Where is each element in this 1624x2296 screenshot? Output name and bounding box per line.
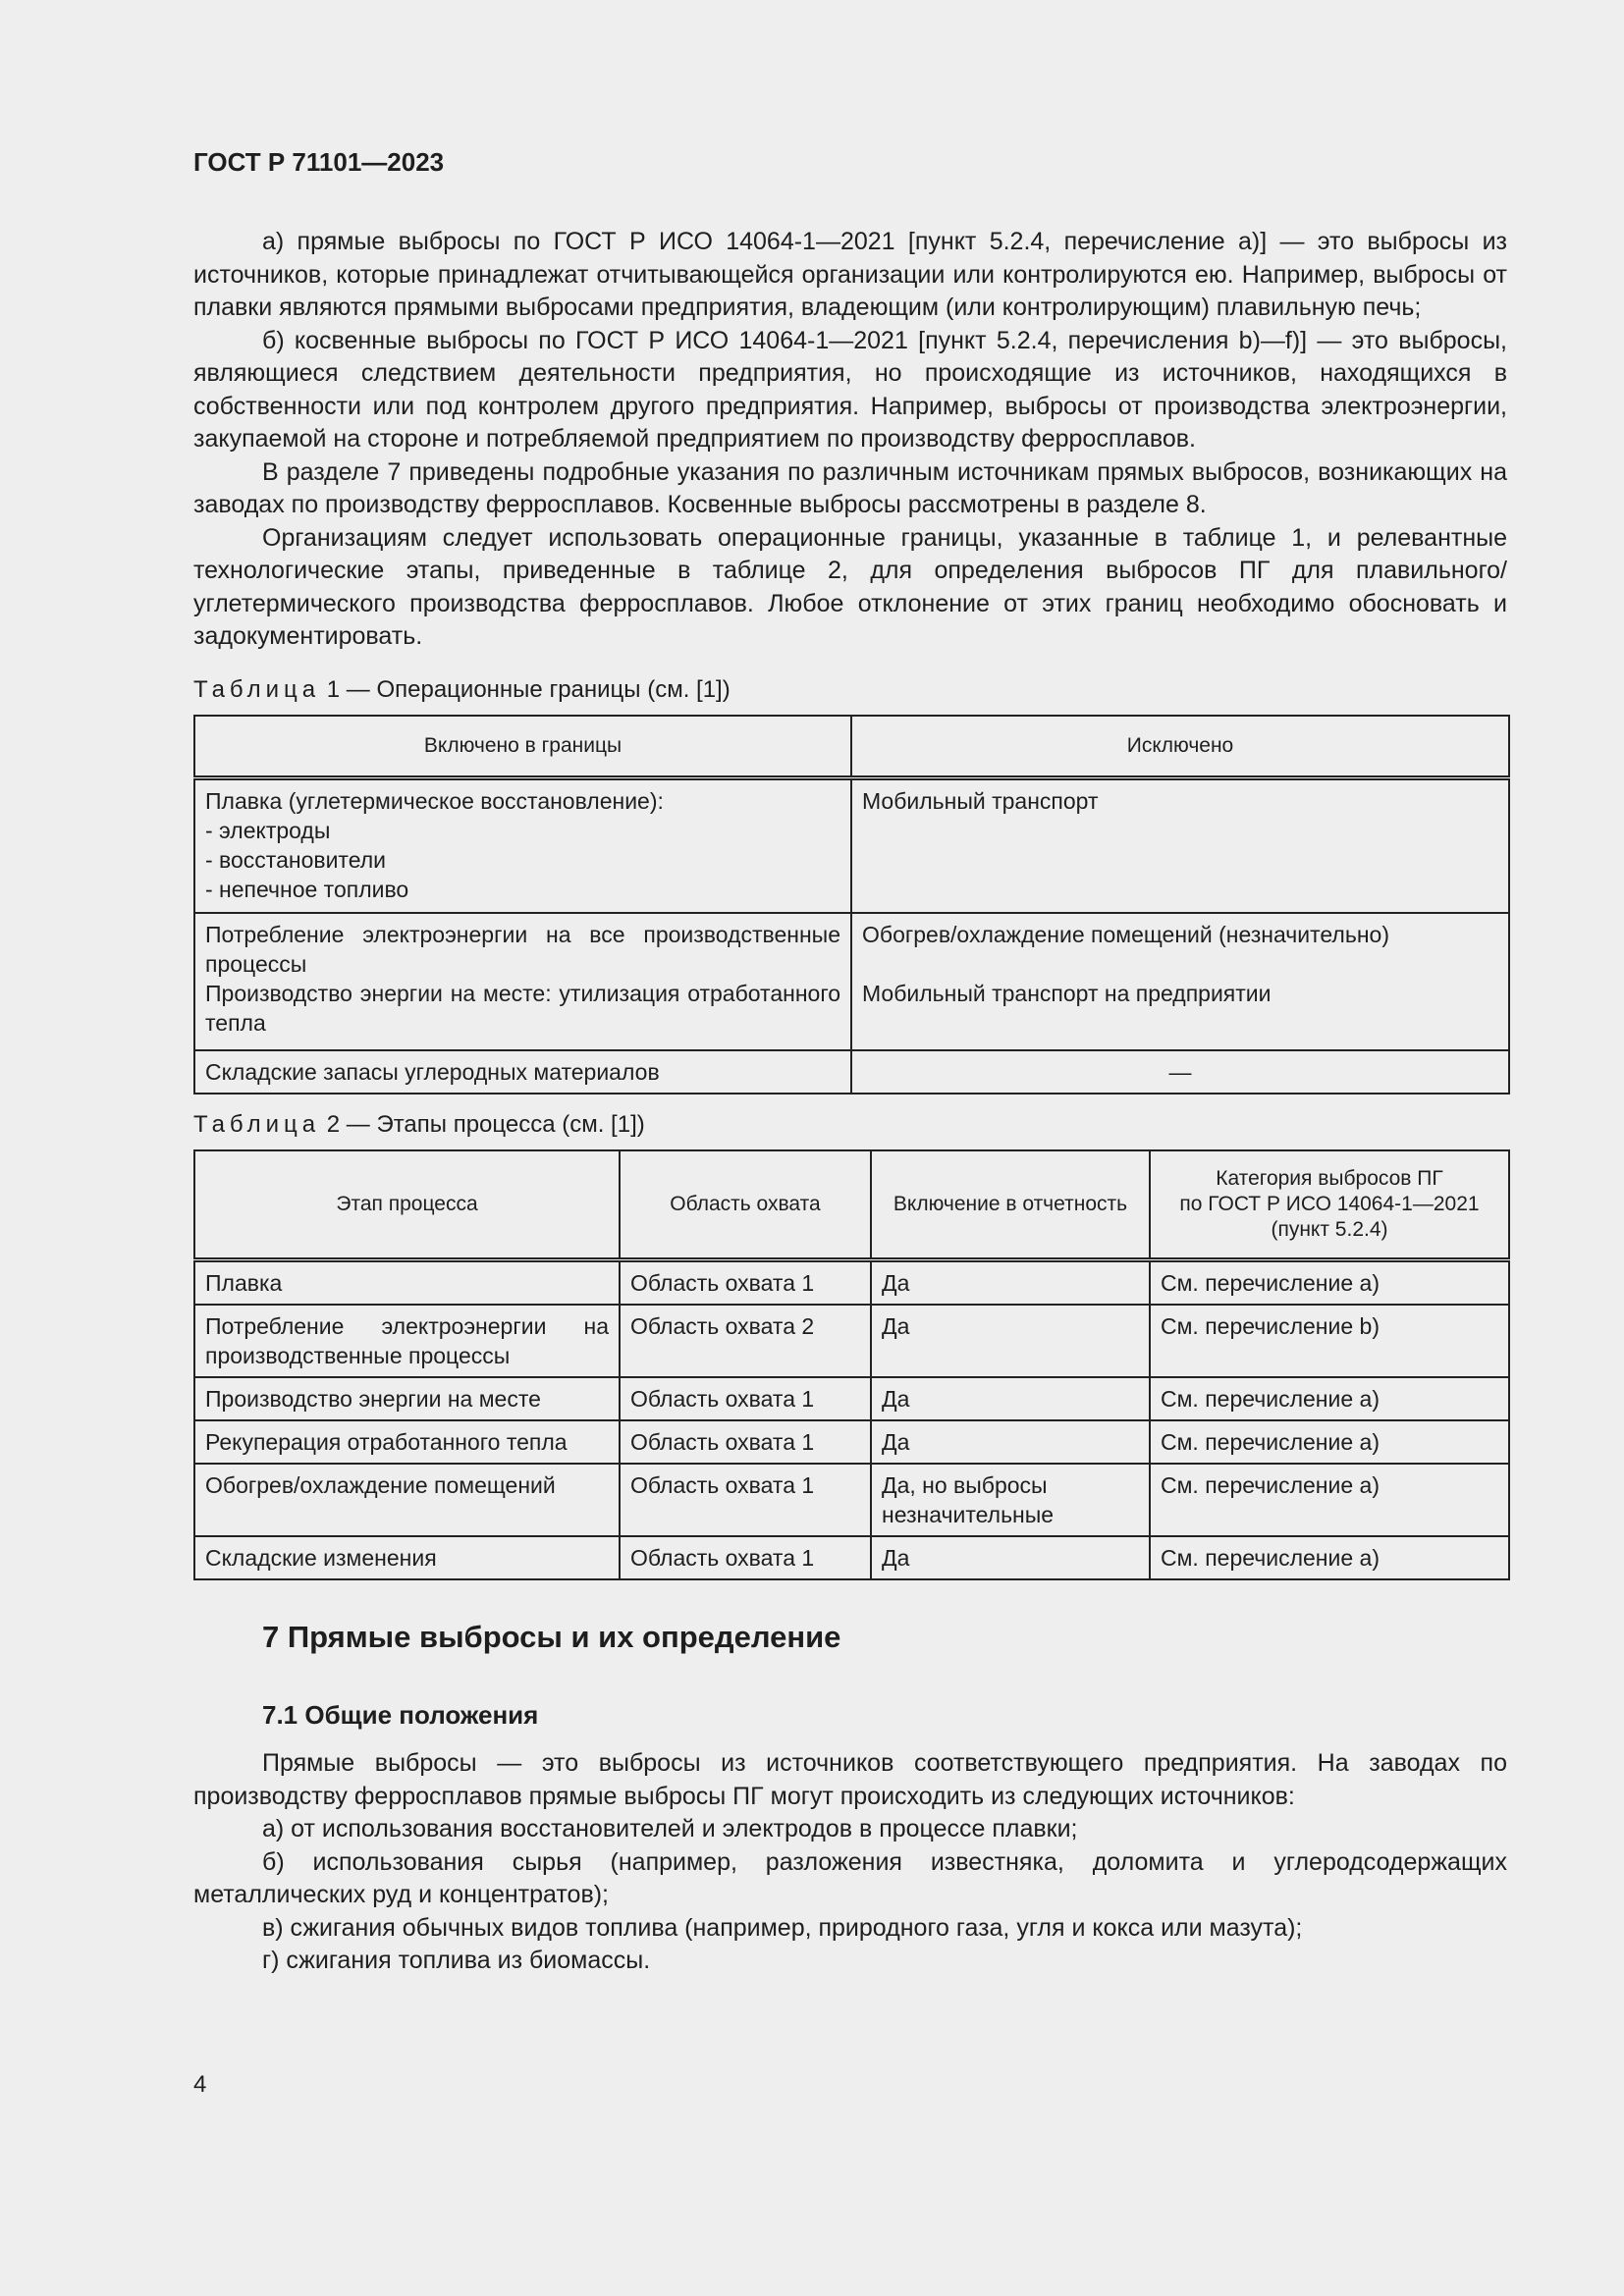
table-row: Рекуперация отработанного тепла Область охвата 1 Да См. перечисление а)	[194, 1420, 1509, 1464]
table1-operational-boundaries	[193, 715, 1510, 1095]
table-row	[194, 913, 1509, 1050]
table1-cell-excluded: Обогрев/охлаждение помещений (незначительно) Мобильный транспорт на предприятии	[851, 913, 1509, 1050]
section7-heading: 7 Прямые выбросы и их определение	[262, 1620, 841, 1654]
table2-header-category: Категория выбросов ПГ по ГОСТ Р ИСО 14064-1—2021 (пункт 5.2.4)	[1150, 1150, 1509, 1260]
table1-cell-excluded: —	[851, 1050, 1509, 1094]
table-row: Складские изменения Область охвата 1 Да См. перечисление а)	[194, 1536, 1509, 1579]
table1-header-excluded: Исключено	[851, 716, 1509, 778]
intro-paragraph-boundaries: Организациям следует использовать операционные границы, указанные в таблице 1, и релевантные технологические этапы, приведенные в таблице 2, для определения выбросов ПГ для плавильного/углетермического производства ферросплавов. Любое отклонение от этих границ необходимо обосновать и задокументировать.	[193, 523, 1507, 650]
document-page	[193, 145, 1507, 1978]
table-row: Плавка Область охвата 1 Да См. перечисление а)	[194, 1260, 1509, 1306]
table1-cell-included: Потребление электроэнергии на все производственные процессы Производство энергии на месте: утилизация отработанного тепла	[194, 913, 851, 1050]
list-item: в) сжигания обычных видов топлива (например, природного газа, угля и кокса или мазута);	[262, 1913, 1303, 1942]
section7-1-heading: 7.1 Общие положения	[262, 1700, 539, 1730]
page-number: 4	[193, 2071, 207, 2098]
table1-cell-included: Плавка (углетермическое восстановление): - электроды - восстановители - непечное топливо	[194, 777, 851, 913]
table2-header-reporting: Включение в отчетность	[871, 1150, 1150, 1260]
table2-caption: Таблица 2 — Этапы процесса (см. [1])	[193, 1111, 645, 1138]
list-item: б) использования сырья (например, разложения известняка, доломита и углеродсодержащих металлических руд и концентратов);	[193, 1847, 1507, 1908]
table2-process-stages	[193, 1149, 1510, 1580]
table2-header-scope: Область охвата	[620, 1150, 871, 1260]
list-item: а) от использования восстановителей и электродов в процессе плавки;	[262, 1815, 1078, 1842]
table2-header-stage: Этап процесса	[194, 1150, 620, 1260]
table-row: Производство энергии на месте Область охвата 1 Да См. перечисление а)	[194, 1377, 1509, 1420]
table1-caption: Таблица 1 — Операционные границы (см. [1])	[193, 675, 731, 703]
table1-header-included: Включено в границы	[194, 716, 851, 778]
intro-paragraph-section7-ref: В разделе 7 приведены подробные указания по различным источникам прямых выбросов, возникающих на заводах по производству ферросплавов. Косвенные выбросы рассмотрены в разделе 8.	[193, 457, 1507, 518]
table1-cell-excluded: Мобильный транспорт	[851, 777, 1509, 913]
table1-cell-included: Складские запасы углеродных материалов	[194, 1050, 851, 1094]
list-item: г) сжигания топлива из биомассы.	[262, 1947, 651, 1974]
table-row	[194, 777, 1509, 913]
document-header: ГОСТ Р 71101—2023	[193, 147, 445, 177]
intro-paragraph-b: б) косвенные выбросы по ГОСТ Р ИСО 14064-1—2021 [пункт 5.2.4, перечисления b)—f)] — это выбросы, являющиеся следствием деятельности предприятия, но происходящие из источников, находящихся в собственности или под контролем другого предприятия. Например, выбросы от производства электроэнергии, закупаемой на стороне и потребляемой предприятием по производству ферросплавов.	[193, 326, 1507, 453]
table-row	[194, 1050, 1509, 1094]
table-row: Обогрев/охлаждение помещений Область охвата 1 Да, но выбросы незначительные См. перечисление а)	[194, 1464, 1509, 1536]
intro-paragraph-a: а) прямые выбросы по ГОСТ Р ИСО 14064-1—2021 [пункт 5.2.4, перечисление а)] — это выбросы из источников, которые принадлежат отчитывающейся организации или контролируются ею. Например, выбросы от плавки являются прямыми выбросами предприятия, владеющим (или контролирующим) плавильную печь;	[193, 228, 1507, 321]
section7-paragraph: Прямые выбросы — это выбросы из источников соответствующего предприятия. На заводах по производству ферросплавов прямые выбросы ПГ могут происходить из следующих источников:	[193, 1749, 1507, 1810]
table-row: Потребление электроэнергии на производственные процессы Область охвата 2 Да См. перечисление b)	[194, 1305, 1509, 1377]
